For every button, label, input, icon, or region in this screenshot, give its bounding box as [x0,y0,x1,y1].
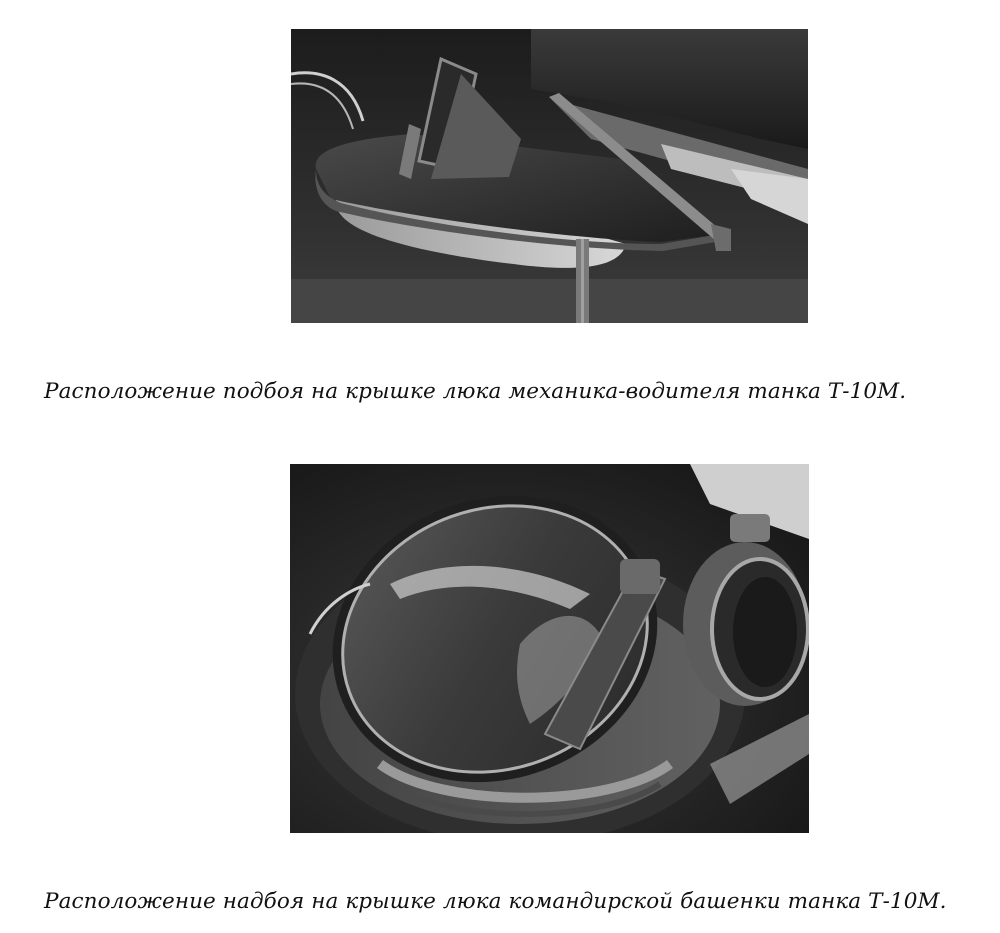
photo-driver-hatch [291,29,808,323]
figure-caption: Расположение надбоя на крышке люка командирской башенки танка Т-10М. [44,889,947,914]
figure-caption: Расположение подбоя на крышке люка механика-водителя танка Т-10М. [44,379,907,404]
photo-commander-cupola-hatch [290,464,809,833]
